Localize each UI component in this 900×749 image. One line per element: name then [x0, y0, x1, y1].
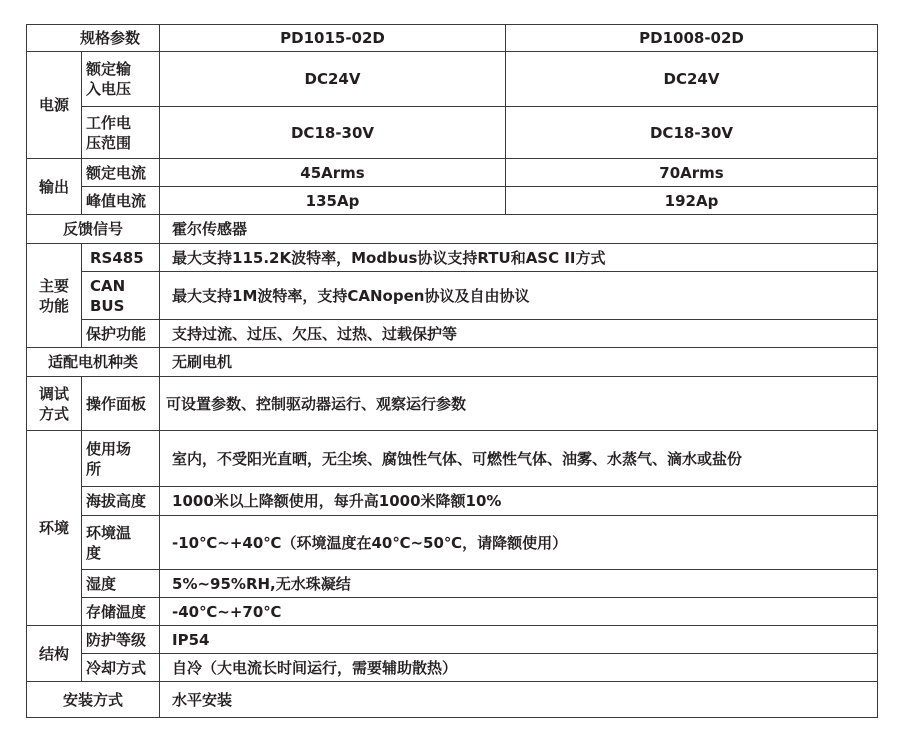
altitude-value: 1000米以上降额使用，每升高1000米降额10%	[160, 487, 878, 516]
cooling-label: 冷却方式	[82, 654, 160, 682]
rs485-label: RS485	[82, 244, 160, 272]
model1-header: PD1015-02D	[160, 25, 506, 52]
header-row	[27, 25, 878, 52]
rated-current-model2: 70Arms	[506, 159, 878, 187]
model2-header: PD1008-02D	[506, 25, 878, 52]
motor-row	[27, 348, 878, 377]
installation-label: 安装方式	[27, 682, 160, 718]
operating-voltage-model2: DC18-30V	[506, 107, 878, 159]
rated-current-model1: 45Arms	[160, 159, 506, 187]
operating-voltage-row	[27, 107, 878, 159]
storage-temp-label: 存储温度	[82, 598, 160, 626]
temperature-row	[27, 516, 878, 570]
protection-level-label: 防护等级	[82, 626, 160, 654]
peak-current-model1: 135Ap	[160, 187, 506, 215]
spec-table	[26, 24, 878, 718]
debug-row	[27, 377, 878, 431]
protection-value: 支持过流、过压、欠压、过热、过载保护等	[160, 320, 878, 348]
structure-group-label: 结构	[27, 626, 82, 682]
peak-current-model2: 192Ap	[506, 187, 878, 215]
rated-current-row	[27, 159, 878, 187]
protection-row	[27, 320, 878, 348]
temperature-value: -10℃~+40℃（环境温度在40℃~50℃，请降额使用）	[160, 516, 878, 570]
protection-level-row	[27, 626, 878, 654]
location-value: 室内，不受阳光直晒，无尘埃、腐蚀性气体、可燃性气体、油雾、水蒸气、滴水或盐份	[160, 431, 878, 487]
canbus-value: 最大支持1M波特率，支持CANopen协议及自由协议	[160, 272, 878, 320]
rs485-row	[27, 244, 878, 272]
protection-level-value: IP54	[160, 626, 878, 654]
output-group-label: 输出	[27, 159, 82, 215]
rs485-value: 最大支持115.2K波特率，Modbus协议支持RTU和ASC II方式	[160, 244, 878, 272]
storage-temp-row	[27, 598, 878, 626]
motor-label: 适配电机种类	[27, 348, 160, 377]
humidity-label: 湿度	[82, 570, 160, 598]
cooling-value: 自冷（大电流长时间运行，需要辅助散热）	[160, 654, 878, 682]
humidity-row	[27, 570, 878, 598]
feedback-row	[27, 215, 878, 244]
altitude-label: 海拔高度	[82, 487, 160, 516]
rated-current-label: 额定电流	[82, 159, 160, 187]
humidity-value: 5%~95%RH,无水珠凝结	[160, 570, 878, 598]
storage-temp-value: -40℃~+70℃	[160, 598, 878, 626]
installation-row	[27, 682, 878, 718]
debug-panel-value: 可设置参数、控制驱动器运行、观察运行参数	[160, 377, 878, 431]
rated-voltage-model1: DC24V	[160, 52, 506, 107]
debug-panel-label: 操作面板	[82, 377, 160, 431]
rated-voltage-row	[27, 52, 878, 107]
operating-voltage-label: 工作电 压范围	[82, 107, 160, 159]
canbus-row	[27, 272, 878, 320]
power-group-label: 电源	[27, 52, 82, 159]
environment-group-label: 环境	[27, 431, 82, 626]
operating-voltage-model1: DC18-30V	[160, 107, 506, 159]
debug-group-label: 调试 方式	[27, 377, 82, 431]
functions-group-label: 主要 功能	[27, 244, 82, 348]
motor-value: 无刷电机	[160, 348, 878, 377]
peak-current-row	[27, 187, 878, 215]
cooling-row	[27, 654, 878, 682]
feedback-label: 反馈信号	[27, 215, 160, 244]
feedback-value: 霍尔传感器	[160, 215, 878, 244]
location-label: 使用场 所	[82, 431, 160, 487]
canbus-label: CAN BUS	[82, 272, 160, 320]
temperature-label: 环境温 度	[82, 516, 160, 570]
peak-current-label: 峰值电流	[82, 187, 160, 215]
altitude-row	[27, 487, 878, 516]
rated-voltage-label: 额定输 入电压	[82, 52, 160, 107]
header-label: 规格参数	[27, 25, 160, 52]
installation-value: 水平安装	[160, 682, 878, 718]
rated-voltage-model2: DC24V	[506, 52, 878, 107]
protection-label: 保护功能	[82, 320, 160, 348]
location-row	[27, 431, 878, 487]
